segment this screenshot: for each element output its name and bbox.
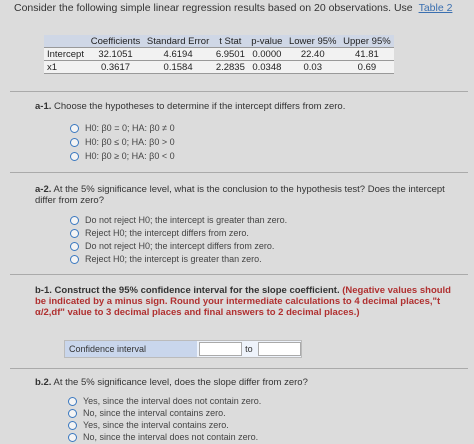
radio-button[interactable]: [68, 409, 77, 418]
divider: [10, 172, 468, 173]
option-a2-1[interactable]: [70, 215, 287, 225]
ci-to-label: to: [245, 344, 253, 354]
ci-upper-input[interactable]: [258, 342, 301, 356]
option-b2-3[interactable]: [68, 420, 229, 430]
ci-lower-input[interactable]: [199, 342, 242, 356]
divider: [10, 91, 468, 92]
table-cell: 0.0000: [248, 48, 286, 61]
question-label: a-1.: [35, 101, 52, 112]
option-b2-4[interactable]: [68, 432, 258, 442]
radio-button[interactable]: [70, 124, 79, 133]
table-header-cell: p-value: [248, 35, 286, 48]
option-label: Do not reject H0; the intercept differs from zero.: [85, 241, 275, 251]
option-a2-2[interactable]: [70, 228, 249, 238]
option-label: Do not reject H0; the intercept is greater than zero.: [85, 215, 288, 225]
table-row: [44, 48, 394, 61]
option-label: H0: β0 ≤ 0; HA: β0 > 0: [85, 137, 175, 147]
option-b2-1[interactable]: [68, 396, 261, 406]
radio-button[interactable]: [70, 152, 79, 161]
table-header-cell: Standard Error: [144, 35, 213, 48]
option-label: Yes, since the interval does not contain zero.: [83, 396, 262, 406]
table-header-cell: t Stat: [213, 35, 248, 48]
option-label: Reject H0; the intercept is greater than zero.: [85, 254, 262, 264]
option-a1-2[interactable]: [70, 137, 175, 147]
table-header-cell: Lower 95%: [286, 35, 340, 48]
option-b2-2[interactable]: [68, 408, 226, 418]
option-label: H0: β0 ≥ 0; HA: β0 < 0: [85, 151, 175, 161]
question-b2: [35, 377, 308, 388]
question-text: Choose the hypotheses to determine if the intercept differs from zero.: [54, 101, 346, 112]
table-header-row: [44, 35, 394, 48]
table-header-cell: [44, 35, 87, 48]
table-row-label: Intercept: [44, 48, 87, 61]
radio-button[interactable]: [70, 229, 79, 238]
question-label: a-2.: [35, 184, 52, 195]
confidence-interval-row: [64, 340, 302, 358]
question-text: At the 5% significance level, what is the conclusion to the hypothesis test? Does the intercept differ from zero?: [35, 184, 445, 206]
regression-table: [44, 35, 394, 74]
table-cell: 32.1051: [87, 48, 143, 61]
confidence-interval-label: Confidence interval: [65, 341, 197, 357]
table-cell: 22.40: [286, 48, 340, 61]
intro-text: [14, 2, 452, 14]
table-cell: 41.81: [340, 48, 394, 61]
question-text: At the 5% significance level, does the slope differ from zero?: [53, 377, 308, 388]
table-cell: 0.1584: [144, 61, 213, 74]
table-header-cell: Coefficients: [87, 35, 143, 48]
table-cell: 0.69: [340, 61, 394, 74]
question-label: b.2.: [35, 377, 52, 388]
divider: [10, 368, 468, 369]
option-label: H0: β0 = 0; HA: β0 ≠ 0: [85, 123, 175, 133]
question-label: b-1.: [35, 285, 52, 296]
rounding-note: (Negative values should be indicated by a minus sign. Round your intermediate calculations to 4 decimal places,"t α/2,df" value to 3 decimal places and final answers to 2 decimal places.): [35, 285, 451, 318]
table-header-cell: Upper 95%: [340, 35, 394, 48]
option-label: Reject H0; the intercept differs from zero.: [85, 228, 249, 238]
question-b1: [35, 285, 455, 318]
option-label: No, since the interval contains zero.: [83, 408, 226, 418]
table-2-link[interactable]: Table 2: [418, 2, 453, 14]
option-a2-4[interactable]: [70, 254, 262, 264]
radio-button[interactable]: [68, 397, 77, 406]
radio-button[interactable]: [68, 433, 77, 442]
question-a1: [35, 101, 345, 112]
table-row: [44, 61, 394, 74]
question-a2: [35, 184, 445, 206]
intro-sentence: Consider the following simple linear regression results based on 20 observations. Use: [14, 2, 413, 14]
divider: [10, 274, 468, 275]
option-a2-3[interactable]: [70, 241, 274, 251]
question-text: Construct the 95% confidence interval for the slope coefficient.: [54, 285, 340, 296]
table-cell: 0.03: [286, 61, 340, 74]
table-row-label: x1: [44, 61, 87, 74]
option-label: Yes, since the interval contains zero.: [83, 420, 229, 430]
radio-button[interactable]: [68, 421, 77, 430]
option-a1-1[interactable]: [70, 123, 175, 133]
table-cell: 2.2835: [213, 61, 248, 74]
table-cell: 0.3617: [87, 61, 143, 74]
radio-button[interactable]: [70, 255, 79, 264]
option-a1-3[interactable]: [70, 151, 175, 161]
radio-button[interactable]: [70, 138, 79, 147]
radio-button[interactable]: [70, 242, 79, 251]
table-cell: 0.0348: [248, 61, 286, 74]
table-cell: 6.9501: [213, 48, 248, 61]
option-label: No, since the interval does not contain zero.: [83, 432, 259, 442]
radio-button[interactable]: [70, 216, 79, 225]
table-cell: 4.6194: [144, 48, 213, 61]
